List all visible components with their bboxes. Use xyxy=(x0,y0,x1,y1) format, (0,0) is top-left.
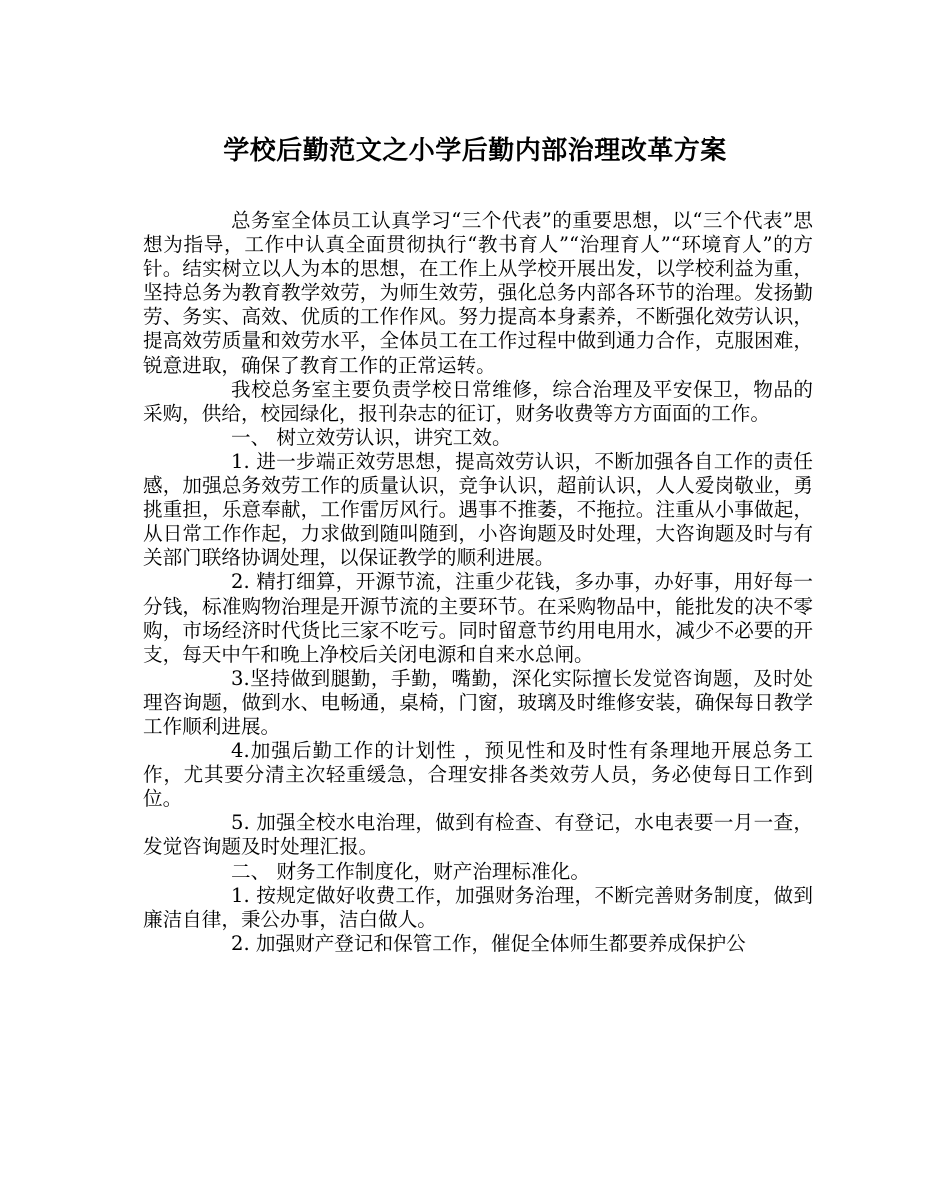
paragraph-intro: 总务室全体员工认真学习“三个代表”的重要思想，以“三个代表”思想为指导，工作中认真全面贯彻执行“教书育人”“治理育人”“环境育人”的方针。结实树立以人为本的思想，在工作上从学校开展出发，以学校利益为重，坚持总务为教育教学效劳，为师生效劳，强化总务内部各环节的治理。发扬勤劳、务实、高效、优质的工作作风。努力提高本身素养，不断强化效劳认识，提高效劳质量和效劳水平，全体员工在工作过程中做到通力合作，克服困难，锐意进取，确保了教育工作的正常运转。 xyxy=(143,209,813,377)
paragraph-responsibilities: 我校总务室主要负责学校日常维修，综合治理及平安保卫，物品的采购，供给，校园绿化，报刊杂志的征订，财务收费等方方面面的工作。 xyxy=(143,377,813,425)
section-heading-1: 一、 树立效劳认识，讲究工效。 xyxy=(231,425,512,449)
document-body xyxy=(143,209,813,956)
list-item-1-1: 1. 进一步端正效劳思想，提高效劳认识，不断加强各自工作的责任感，加强总务效劳工作的质量认识，竞争认识，超前认识，人人爱岗敬业，勇挑重担，乐意奉献，工作雷厉风行。遇事不推萎，不拖拉。注重从小事做起，从日常工作作起，力求做到随叫随到，小咨询题及时处理，大咨询题及时与有关部门联络协调处理，以保证教学的顺利进展。 xyxy=(143,449,813,570)
list-item-1-3: 3.坚持做到腿勤，手勤，嘴勤，深化实际擅长发觉咨询题，及时处理咨询题，做到水、电畅通，桌椅，门窗，玻璃及时维修安装，确保每日教学工作顺利进展。 xyxy=(143,666,813,738)
document-title: 学校后勤范文之小学后勤内部治理改革方案 xyxy=(223,136,727,166)
list-item-1-5: 5. 加强全校水电治理，做到有检查、有登记，水电表要一月一查，发觉咨询题及时处理汇报。 xyxy=(143,811,813,859)
list-item-1-4: 4.加强后勤工作的计划性 ，预见性和及时性有条理地开展总务工作，尤其要分清主次轻重缓急，合理安排各类效劳人员，务必使每日工作到位。 xyxy=(143,739,813,811)
list-item-2-1: 1. 按规定做好收费工作，加强财务治理，不断完善财务制度，做到廉洁自律，秉公办事，洁白做人。 xyxy=(143,883,813,931)
list-item-1-2: 2. 精打细算，开源节流，注重少花钱，多办事，办好事，用好每一分钱，标准购物治理是开源节流的主要环节。在采购物品中，能批发的决不零购，市场经济时代货比三家不吃亏。同时留意节约用电用水，减少不必要的开支，每天中午和晚上净校后关闭电源和自来水总闸。 xyxy=(143,570,813,666)
list-item-2-2: 2. 加强财产登记和保管工作，催促全体师生都要养成保护公 xyxy=(231,931,746,955)
section-heading-2: 二、 财务工作制度化，财产治理标准化。 xyxy=(231,859,590,883)
